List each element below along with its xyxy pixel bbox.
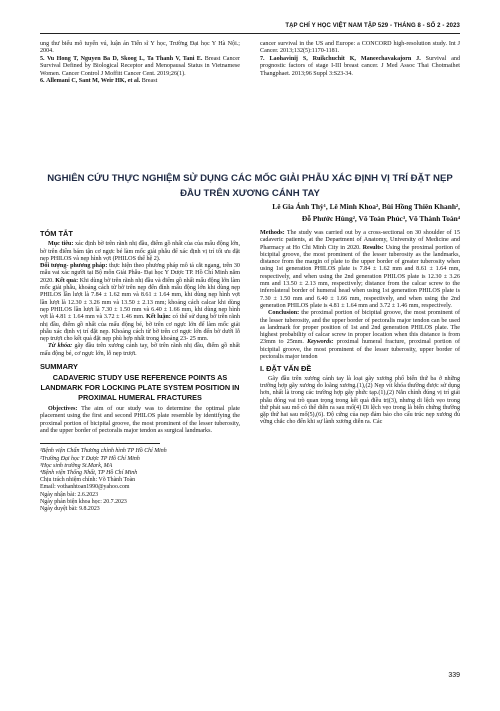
reference-item: 7. Laohavinij S, Ruikchuchit K, Maneechavakajorn J. Survival and prognostic factors of stage I-III breast cancer. J Med Assoc Thai Chotmaihet Thangphaet. 2013;96 Suppl 3:S23-34. (260, 56, 461, 77)
article-title: NGHIÊN CỨU THỰC NGHIỆM SỬ DỤNG CÁC MỐC GIẢI PHẪU XÁC ĐỊNH VỊ TRÍ ĐẶT NẸP ĐẦU TRÊN XƯƠNG CÁNH TAY (47, 173, 453, 199)
reference-item: 5. Vu Hong T, Nguyen Ba D, Skoog L, Ta Thanh V, Tani E. Breast Cancer Survival Defined by Biological Receptor and Menopausal Status in Vietnamese Women. Cancer Control J Moffitt Cancer Cent. 2019;26(1). (40, 56, 240, 77)
author-list (160, 201, 460, 225)
abstract-objective: Mục tiêu: xác định bờ trên rãnh nhị đầu, điểm gồ nhất của của mấu động lớn, bờ trên điểm bám tận cơ ngực bé làm mốc giải phẫu để xác định vị trí tối ưu đặt nẹp PHILOS và nẹp hình vợt (PHILOS thế hệ 2). (40, 241, 241, 262)
section-heading-introduction: I. ĐẶT VẤN ĐỀ (260, 364, 312, 374)
reference-item: 6. Allemani C, Sant M, Weir HK, et al. Breast (40, 78, 158, 85)
summary-body: Methods: The study was carried out by a cross-sectional on 30 shoulder of 15 cadaveric patients, at the Department of Anatomy, University of Medicine and Pharmacy at Ho Chi Minh City in 2020. Results: Using the proximal portion of bicipital groove, the most prominent of the lesser tuberosity as the landmarks, distance from the margin of plate to the upper border of greater tuberosity when using 1st generation PHILOS plate is 7.84 ± 1.62 mm and 8.61 ± 1.64 mm, respectively, and when using the 2nd generation PHILOS plate is 12.30 ± 3.26 mm and 13.50 ± 2.13 mm, respectively; distance from the calcar screw to the inferolateral border of humeral head when using 1st generation PHILOS plate is 7.30 ± 1.50 mm and 6.40 ± 1.66 mm, respectively, and when using the 2nd generation PHILOS plate is 4.81 ± 1.64 mm and 3.72 ± 1.46 mm, respectively. (260, 230, 460, 309)
header-rule (40, 33, 460, 34)
abstract-methods: Đối tượng- phương pháp: thực hiện theo phương pháp mô tả cắt ngang, trên 30 mẫu vai xác người tại Bộ môn Giải Phẫu- Đại học Y Dược TP. Hồ Chí Minh năm 2020. Kết quả: Khi dùng bờ trên rãnh nhị đầu và điểm gồ nhất mấu động lớn làm mốc giải phẫu, khoảng cách từ bờ trên nẹp đến đỉnh mấu động lớn khi dùng nẹp PHILOS lần lượt là 7.84 ± 1.62 mm và 8.61 ± 1.64 mm, khi dùng nẹp hình vợt lần lượt là 12.30 ± 3.26 mm và 13.50 ± 2.13 mm; khoảng cách calcar khi dùng nẹp PHILOS lần lượt là 7.30 ± 1.50 mm và 6.40 ± 1.66 mm, khi dùng nẹp hình vợt là 4.81 ± 1.64 mm và 3.72 ± 1.46 mm. Kết luận: có thể sử dụng bờ trên rãnh nhị đầu, điểm gồ nhất của mấu động bé, bờ trên cơ ngực lớn để làm mốc giải phẫu xác định vị trí đặt nẹp. Khoảng cách từ bờ trên cơ ngực lớn đến bờ dưới lỗ nẹp trượt cho kết quả đặt nẹp phù hợp nhất trong khoảng 23- 25 mm. (40, 263, 241, 343)
journal-header: TẠP CHÍ Y HỌC VIỆT NAM TẬP 529 - THÁNG 8 - SỐ 2 - 2023 (285, 23, 460, 29)
summary-conclusion: Conclusion: the proximal portion of bicipital groove, the most prominent of the lesser tuberosity, and the upper border of pectoralis major tendon can be used as landmark for proper position of 1st and 2nd generation PHILOS plate. The highest probability of calcar screw in proper location when this distance is from 23mm to 25mm. Keywords: proximal humeral fracture, proximal portion of bicipital groove, the most prominent of the lesser tuberosity, upper border of pectoralis major tendon (260, 310, 460, 361)
page-number: 339 (448, 672, 460, 679)
introduction-text: Gãy đầu trên xương cánh tay là loại gãy xương phổ biến thứ ba ở những trường hợp gãy xương do loãng xương.(1),(2) Nẹp vít khóa thường được sử dụng hơn, nhất là trong các trường hợp gãy phức tạp.(1),(2) Nắn chỉnh đúng vị trí giải phẫu đóng vai trò quan trọng trong kết quả điều trị(3), nhưng di lệch vẹo trong thứ phát sau mổ có thể diễn ra sau mổ(4) Di lệch vẹo trong là biến chứng thường gặp thứ hai sau mổ(5),(6). Độ cứng của nẹp đảm bảo cho cấu trúc nẹp xương đủ vững chắc cho đến khi sự lành xương diễn ra. Các (260, 375, 460, 426)
abstract-keywords: Từ khóa: gãy đầu trên xương cánh tay, bờ trên rãnh nhị đầu, điểm gồ nhất mấu động bé, cơ ngực lớn, lỗ nẹp trượt. (40, 343, 240, 357)
right-column (260, 230, 460, 427)
footnote-rule (40, 443, 160, 444)
summary-heading: SUMMARY (40, 362, 78, 372)
footnotes: ¹Bệnh viện Chấn Thương chỉnh hình TP Hồ Chí Minh ²Trường Đại học Y Dược TP Hồ Chí Minh ³Học sinh trường St.Mark, MA ⁴Bệnh viện Thống Nhất, TP Hồ Chí Minh Chịu trách nhiệm chính: Võ Thành Toàn Email: vothanhtoan1990@yahoo.com Ngày nhận bài: 2.6.2023 Ngày phản biện khoa học: 20.7.2023 Ngày duyệt bài: 9.8.2023 (40, 448, 167, 512)
author-line-2: Đỗ Phước Hùng², Võ Toàn Phúc³, Võ Thành Toàn⁴ (301, 214, 460, 223)
abstract-heading: TÓM TẮT (40, 229, 73, 238)
references-right (260, 41, 460, 78)
left-column (40, 230, 240, 513)
english-title: CADAVERIC STUDY USE REFERENCE POINTS AS LANDMARK FOR LOCKING PLATE SYSTEM POSITION IN PROXIMAL HUMERAL FRACTURES (40, 373, 240, 402)
reference-item: cancer survival in the US and Europe: a CONCORD high-resolution study. Int J Cancer. 2013;132(5):1170-1181. (260, 41, 460, 55)
references-left (40, 41, 240, 86)
reference-item: ung thư biểu mô tuyến vú, luận án Tiến sĩ Y học, Trường Đại học Y Hà Nội.; 2004. (40, 41, 240, 55)
author-line-1: Lê Gia Ánh Thỳ¹, Lê Minh Khoa², Bùi Hồng Thiên Khanh², (272, 202, 460, 211)
summary-objectives-start: Objectives: The aim of our study was to determine the optimal plate placement using the first and second PHILOS plate resemble by identifying the proximal portion of bicipital groove, the most prominent of the lesser tuberosity, and the upper border of pectoralis major tendon as surgical landmarks. (40, 406, 240, 435)
